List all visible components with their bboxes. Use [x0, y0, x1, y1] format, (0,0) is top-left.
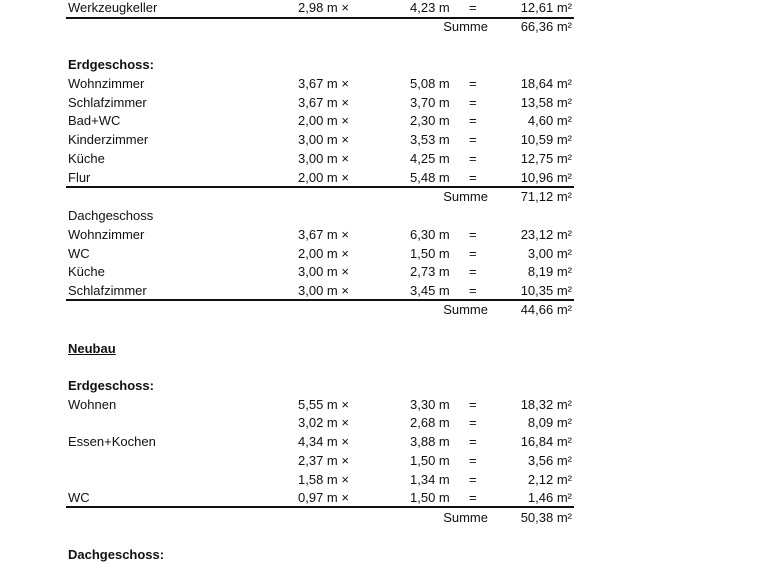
room-area: 10,96 m²: [520, 170, 572, 185]
room-length: 2,68 m: [410, 415, 450, 430]
room-name: Werkzeugkeller: [68, 0, 158, 15]
room-name: Wohnzimmer: [68, 227, 145, 242]
room-row: [0, 281, 768, 300]
section-heading: [0, 545, 768, 564]
room-area: 16,84 m²: [520, 434, 572, 449]
room-width: 3,00 m ×: [298, 283, 349, 298]
room-length: 2,73 m: [410, 264, 450, 279]
equals-sign: =: [469, 227, 477, 242]
room-row: [0, 395, 768, 414]
room-row: [0, 149, 768, 168]
room-length: 1,50 m: [410, 453, 450, 468]
room-row: [0, 262, 768, 281]
room-length: 5,08 m: [410, 76, 450, 91]
room-row: [0, 0, 768, 17]
room-name: Schlafzimmer: [68, 95, 147, 110]
room-width: 3,00 m ×: [298, 132, 349, 147]
sum-value: 71,12 m²: [520, 189, 572, 204]
room-name: Schlafzimmer: [68, 283, 147, 298]
room-width: 4,34 m ×: [298, 434, 349, 449]
equals-sign: =: [469, 415, 477, 430]
equals-sign: =: [469, 490, 477, 505]
room-width: 2,98 m ×: [298, 0, 349, 15]
room-width: 3,67 m ×: [298, 227, 349, 242]
room-row: [0, 470, 768, 489]
room-row: [0, 74, 768, 93]
section-heading: [0, 55, 768, 74]
room-row: [0, 225, 768, 244]
room-name: WC: [68, 246, 90, 261]
equals-sign: =: [469, 113, 477, 128]
room-length: 3,70 m: [410, 95, 450, 110]
room-area: 8,19 m²: [527, 264, 572, 279]
equals-sign: =: [469, 264, 477, 279]
room-row: [0, 93, 768, 112]
room-length: 2,30 m: [410, 113, 450, 128]
room-area: 12,61 m²: [520, 0, 572, 15]
room-length: 3,30 m: [410, 397, 450, 412]
equals-sign: =: [469, 0, 477, 15]
room-width: 5,55 m ×: [298, 397, 349, 412]
room-row: [0, 111, 768, 130]
equals-sign: =: [469, 397, 477, 412]
section-heading: [0, 339, 768, 358]
sum-row: [0, 508, 768, 527]
room-width: 0,97 m ×: [298, 490, 349, 505]
room-area: 8,09 m²: [527, 415, 572, 430]
room-length: 3,88 m: [410, 434, 450, 449]
sum-label: Summe: [443, 189, 488, 204]
section-heading-text: Erdgeschoss:: [68, 378, 154, 393]
room-area: 13,58 m²: [520, 95, 572, 110]
room-width: 3,02 m ×: [298, 415, 349, 430]
room-length: 4,25 m: [410, 151, 450, 166]
section-heading-text: Dachgeschoss:: [68, 547, 165, 562]
room-area: 10,59 m²: [520, 132, 572, 147]
room-area: 2,12 m²: [527, 472, 572, 487]
equals-sign: =: [469, 95, 477, 110]
section-heading: [0, 206, 768, 225]
room-name: Küche: [68, 264, 105, 279]
room-name: Wohnen: [68, 397, 117, 412]
section-heading-text: Erdgeschoss:: [68, 57, 154, 72]
room-length: 1,50 m: [410, 490, 450, 505]
equals-sign: =: [469, 246, 477, 261]
sum-label: Summe: [443, 510, 488, 525]
sum-value: 66,36 m²: [520, 19, 572, 34]
room-length: 5,48 m: [410, 170, 450, 185]
sum-row: [0, 17, 768, 36]
equals-sign: =: [469, 453, 477, 468]
sum-value: 44,66 m²: [520, 302, 572, 317]
equals-sign: =: [469, 151, 477, 166]
sum-row: [0, 300, 768, 319]
room-width: 3,67 m ×: [298, 76, 349, 91]
room-area: 1,46 m²: [527, 490, 572, 505]
room-row: [0, 488, 768, 507]
room-row: [0, 244, 768, 263]
room-area: 4,60 m²: [527, 113, 572, 128]
room-length: 6,30 m: [410, 227, 450, 242]
room-name: Kinderzimmer: [68, 132, 149, 147]
room-width: 2,00 m ×: [298, 170, 349, 185]
sum-row: [0, 187, 768, 206]
equals-sign: =: [469, 472, 477, 487]
room-width: 3,00 m ×: [298, 151, 349, 166]
equals-sign: =: [469, 132, 477, 147]
room-name: Bad+WC: [68, 113, 121, 128]
room-row: [0, 432, 768, 451]
room-length: 1,34 m: [410, 472, 450, 487]
room-width: 2,00 m ×: [298, 246, 349, 261]
room-area: 18,32 m²: [520, 397, 572, 412]
room-width: 3,00 m ×: [298, 264, 349, 279]
room-name: Essen+Kochen: [68, 434, 156, 449]
room-name: Wohnzimmer: [68, 76, 145, 91]
sum-label: Summe: [443, 302, 488, 317]
equals-sign: =: [469, 283, 477, 298]
room-length: 3,53 m: [410, 132, 450, 147]
room-width: 2,37 m ×: [298, 453, 349, 468]
room-row: [0, 451, 768, 470]
room-name: Küche: [68, 151, 105, 166]
section-heading: [0, 376, 768, 395]
sum-value: 50,38 m²: [520, 510, 572, 525]
room-width: 1,58 m ×: [298, 472, 349, 487]
room-area: 3,00 m²: [527, 246, 572, 261]
equals-sign: =: [469, 76, 477, 91]
room-row: [0, 413, 768, 432]
room-name: Flur: [68, 170, 91, 185]
room-area: 23,12 m²: [520, 227, 572, 242]
section-heading-text: Neubau: [68, 341, 116, 356]
room-length: 3,45 m: [410, 283, 450, 298]
room-length: 4,23 m: [410, 0, 450, 15]
room-area: 3,56 m²: [527, 453, 572, 468]
room-area: 18,64 m²: [520, 76, 572, 91]
room-area: 12,75 m²: [520, 151, 572, 166]
sum-label: Summe: [443, 19, 488, 34]
room-width: 2,00 m ×: [298, 113, 349, 128]
room-area: 10,35 m²: [520, 283, 572, 298]
section-heading-text: Dachgeschoss: [68, 208, 154, 223]
room-name: WC: [68, 490, 90, 505]
room-length: 1,50 m: [410, 246, 450, 261]
room-row: [0, 130, 768, 149]
equals-sign: =: [469, 170, 477, 185]
equals-sign: =: [469, 434, 477, 449]
room-width: 3,67 m ×: [298, 95, 349, 110]
room-row: [0, 168, 768, 187]
